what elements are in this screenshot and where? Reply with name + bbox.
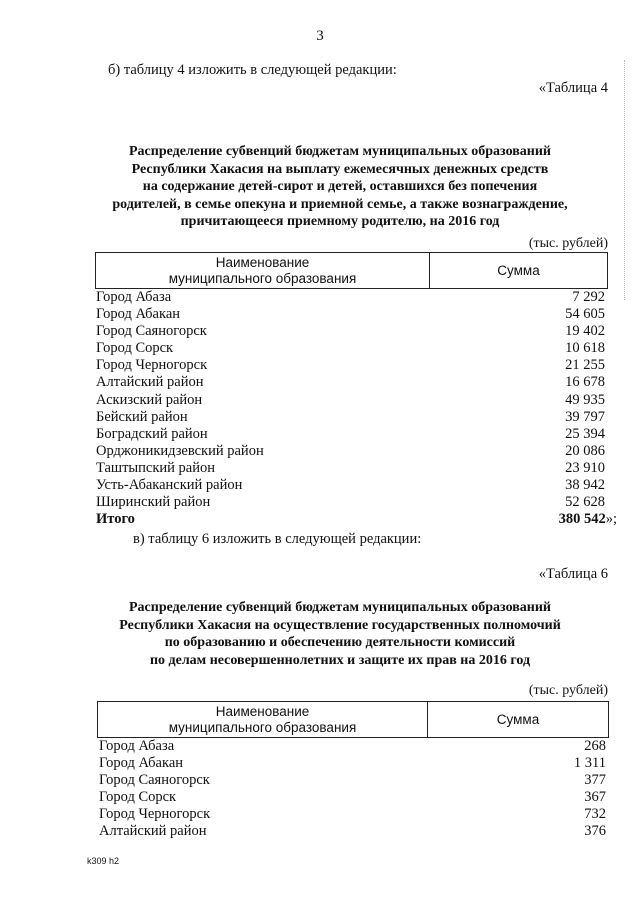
table-row [99,823,606,840]
row-name: Алтайский район [96,374,204,391]
table4-title-line: на содержание детей-сирот и детей, оставшихся без попечения [142,179,538,194]
row-value: 376 [584,823,606,840]
table-row [99,772,606,789]
row-value: 367 [584,789,606,806]
table4-title-line: Республики Хакасия на выплату ежемесячных денежных средств [131,161,549,177]
table-row [96,323,605,340]
table-row [99,738,606,755]
table6-body [99,738,606,841]
table4-label: «Таблица 4 [538,80,608,96]
row-name: Бейский район [96,408,188,425]
table-row [96,392,605,409]
row-value: 52 628 [565,494,605,511]
header-name-line1: Наименование [215,703,310,719]
row-name: Усть-Абаканский район [96,477,243,494]
table-row [96,477,605,494]
row-value: 21 255 [565,357,605,374]
table6-label: «Таблица 6 [538,566,608,582]
total-value: 380 542 [558,511,606,528]
table6-title-line: Распределение субвенций бюджетам муниципальных образований [129,600,551,615]
row-name: Город Абакан [99,755,184,772]
table4-title-line: причитающееся приемному родителю, на 2016 год [180,214,500,229]
row-name: Город Саяногорск [99,772,210,789]
table-row [99,755,606,772]
row-name: Боградский район [96,425,208,442]
table4-header-sum-col: Сумма [497,263,540,278]
table4-title [60,143,620,231]
table6-header-sum-col: Сумма [496,712,540,727]
table-row [96,357,605,374]
row-name: Таштыпский район [96,459,216,476]
amendment-v-text: в) таблицу 6 изложить в следующей редакции: [133,531,422,547]
table-row [96,494,605,511]
row-name: Ширинский район [96,494,211,511]
table4-body [96,289,617,528]
total-label: Итого [96,511,135,528]
table-row [96,306,605,323]
row-name: Город Абаза [99,738,175,754]
row-name: Орджоникидзевский район [96,442,264,459]
table6-title-line: Республики Хакасия на осуществление государственных полномочий [119,617,561,633]
row-value: 38 942 [565,477,605,494]
row-value: 25 394 [565,425,605,442]
row-value: 39 797 [565,408,605,425]
table6-title-line: по образованию и обеспечению деятельности комиссий [164,635,516,650]
table6-header [97,701,609,738]
row-value: 10 618 [565,340,605,357]
row-value: 19 402 [565,323,605,340]
header-name-line2: муниципального образования [168,270,357,286]
footer-code: k309 h2 [87,856,120,866]
table4-title-line: родителей, в семье опекуна и приемной семье, а также вознаграждение, [112,196,568,212]
table-row [96,289,605,306]
table-row [96,374,605,391]
row-value: 7 292 [572,289,605,305]
table4-unit: (тыс. рублей) [528,236,608,251]
table4-header [95,252,608,289]
table6-title [60,599,620,669]
total-suffix: »; [605,511,617,528]
table6-title-line: по делам несовершеннолетних и защите их прав на 2016 год [149,652,531,668]
row-value: 49 935 [565,391,605,408]
row-name: Город Сорск [99,789,177,806]
table-row [99,789,606,806]
total-value-wrap [559,511,617,528]
scan-margin-mark [624,60,629,300]
header-name-line2: муниципального образования [168,719,357,735]
row-value: 54 605 [565,306,605,323]
header-name-line1: Наименование [215,254,310,270]
row-name: Город Черногорск [99,806,211,823]
row-name: Аскизский район [96,391,203,408]
row-name: Город Саяногорск [96,323,207,340]
table-row [99,806,606,823]
row-value: 20 086 [565,442,605,459]
table-row [96,340,605,357]
row-name: Город Сорск [96,340,174,357]
row-value: 16 678 [565,374,605,391]
row-value: 377 [584,772,606,789]
table-row [96,460,605,477]
table-total-row [96,511,617,528]
row-name: Город Абакан [96,306,181,323]
table-row [96,443,605,460]
amendment-b-text: б) таблицу 4 изложить в следующей редакции: [108,62,397,78]
table4-header-name-col [96,253,430,288]
row-name: Город Черногорск [96,357,208,374]
table6-unit: (тыс. рублей) [528,683,608,698]
table4-title-line: Распределение субвенций бюджетам муниципальных образований [129,144,551,159]
row-value: 23 910 [565,459,605,476]
row-name: Алтайский район [99,823,207,840]
row-value: 268 [584,738,606,754]
row-name: Город Абаза [96,289,172,305]
page-number: 3 [316,28,324,44]
table-row [96,409,605,426]
row-value: 1 311 [573,755,606,772]
row-value: 732 [584,806,606,823]
table-row [96,426,605,443]
table6-header-name-col [98,702,428,737]
